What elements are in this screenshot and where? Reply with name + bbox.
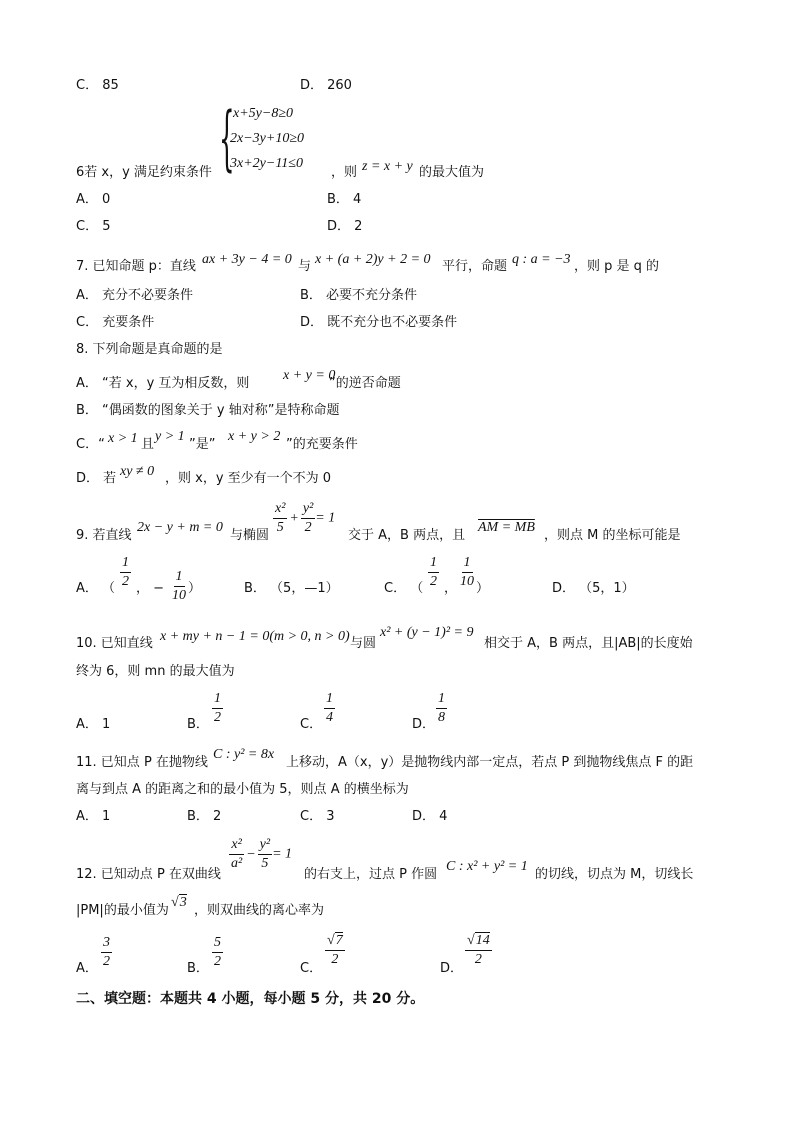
q9-ellipse-x-term: $\frac{\text{x²}}{5}$ xyxy=(275,501,286,535)
q12-option-c-label: C． xyxy=(300,961,323,976)
q12-suffix: 的切线，切点为 M，切线长 xyxy=(535,867,694,882)
q9-prefix: 9. 若直线 xyxy=(76,528,132,543)
q11-option-b: B． 2 xyxy=(187,809,222,824)
q9-option-a-frac2: $\frac{1}{10}$ xyxy=(172,569,186,603)
q6-constraint-2: 2x−3y+10≥0 xyxy=(230,131,305,146)
q8-c-m2: y > 1 xyxy=(155,429,185,444)
q7-suffix: ，则 p 是 q 的 xyxy=(574,259,660,274)
q9-option-d: D． （5，1） xyxy=(552,581,635,596)
q12-circle: C : x² + y² = 1 xyxy=(446,859,528,874)
q11-option-d: D． 4 xyxy=(412,809,448,824)
q6-prefix: 6若 x，y 满足约束条件 xyxy=(76,165,212,180)
q7-with: 与 xyxy=(298,259,312,274)
q10-option-c-frac: $\frac{1}{4}$ xyxy=(326,691,333,725)
q9-option-a-end: ） xyxy=(188,581,202,596)
q10-option-d-frac: $\frac{1}{8}$ xyxy=(438,691,445,725)
q12-option-a-label: A． xyxy=(76,961,98,976)
q7-option-a: A． 充分不必要条件 xyxy=(76,288,194,303)
q11-parabola: C : y² = 8x xyxy=(213,747,275,762)
q11-line2: 离与到点 A 的距离之和的最小值为 5，则点 A 的横坐标为 xyxy=(76,782,409,797)
q10-suffix: 相交于 A，B 两点，且|AB|的长度始 xyxy=(484,636,693,651)
q10-circle: x² + (y − 1)² = 9 xyxy=(380,625,474,640)
q6-constraint-1: x+5y−8≥0 xyxy=(233,106,294,121)
q8-b: B． “偶函数的图象关于 y 轴对称”是特称命题 xyxy=(76,403,340,418)
q10-option-c-label: C． xyxy=(300,717,323,732)
q5-option-c: C． 85 xyxy=(76,78,119,93)
q8-d-prefix: D． 若 xyxy=(76,471,117,486)
q9-option-c-frac1: $\frac{1}{2}$ xyxy=(430,555,437,589)
q8-a-math: x + y = 0 xyxy=(283,368,336,383)
q9-option-c-frac2: $\frac{1}{10}$ xyxy=(460,555,474,589)
section-2-heading: 二、填空题：本题共 4 小题，每小题 5 分，共 20 分。 xyxy=(76,991,425,1007)
q10-option-b-frac: $\frac{1}{2}$ xyxy=(214,691,221,725)
q12-line2-post: ，则双曲线的离心率为 xyxy=(194,903,325,918)
q10-with: 与圆 xyxy=(350,636,377,651)
q12-option-b-label: B． xyxy=(187,961,209,976)
q8-a-post: ”的逆否命题 xyxy=(329,376,401,391)
q7-prefix: 7. 已知命题 p：直线 xyxy=(76,259,196,274)
q9-with: 与椭圆 xyxy=(230,528,270,543)
q6-suffix: 的最大值为 xyxy=(419,165,485,180)
q10-option-d-label: D． xyxy=(412,717,436,732)
q12-option-d-label: D． xyxy=(440,961,464,976)
q8-c-prefix: C．“ xyxy=(76,437,105,452)
q7-option-d: D． 既不充分也不必要条件 xyxy=(300,315,458,330)
q6-brace: { xyxy=(219,97,235,179)
q11-prefix: 11. 已知点 P 在抛物线 xyxy=(76,755,208,770)
q12-hyperbola-y-term: $\frac{\text{y²}}{5}$ xyxy=(259,837,271,871)
q12-sqrt3: √3 xyxy=(171,895,187,910)
q8-c-post: ”的充要条件 xyxy=(286,437,358,452)
q9-line: 2x − y + m = 0 xyxy=(137,520,223,535)
q12-mid: 的右支上，过点 P 作圆 xyxy=(304,867,438,882)
q12-prefix: 12. 已知动点 P 在双曲线 xyxy=(76,867,221,882)
q10-option-b-label: B． xyxy=(187,717,209,732)
q9-suffix: ，则点 M 的坐标可能是 xyxy=(544,528,681,543)
q8-a-prefix: A． “若 x，y 互为相反数，则 xyxy=(76,376,250,391)
q7-option-c: C． 充要条件 xyxy=(76,315,155,330)
q9-option-c-end: ） xyxy=(476,581,490,596)
q10-line2: 终为 6，则 mn 的最大值为 xyxy=(76,664,235,679)
q8-c-is: ”是” xyxy=(189,437,216,452)
q8-d-math: xy ≠ 0 xyxy=(120,464,155,479)
q9-option-c-sep: ， xyxy=(444,581,458,596)
q9-ellipse-y-term: $\frac{\text{y²}}{2}$ xyxy=(302,501,314,535)
q11-option-a: A． 1 xyxy=(76,809,111,824)
q11-option-c: C． 3 xyxy=(300,809,335,824)
q12-line2-pre: |PM|的最小值为 xyxy=(76,903,169,918)
q12-option-d-frac: $\frac{√14}{2}$ xyxy=(467,933,490,967)
q6-option-a: A． 0 xyxy=(76,192,111,207)
q8-d-post: ，则 x，y 至少有一个不为 0 xyxy=(165,471,332,486)
q9-vector-eq: AM = MB xyxy=(478,520,535,535)
q10-option-a: A． 1 xyxy=(76,717,111,732)
q12-hyperbola-x-term: $\frac{\text{x²}}{\text{a²}}$ xyxy=(231,837,243,871)
q9-option-b: B． （5，—1） xyxy=(244,581,339,596)
q8-c-and: 且 xyxy=(141,437,155,452)
q6-option-c: C． 5 xyxy=(76,219,111,234)
q9-option-a-sep: ， − xyxy=(136,581,165,596)
q12-option-c-frac: $\frac{√7}{2}$ xyxy=(327,933,343,967)
q9-ellipse: $\frac{\text{x²}}{5}$ + $\frac{\text{y²}}{2}$ = 1 xyxy=(275,501,336,535)
q5-option-d: D． 260 xyxy=(300,78,352,93)
q9-option-a-frac1: $\frac{1}{2}$ xyxy=(122,555,129,589)
q9-option-c-label: C． （ xyxy=(384,581,424,596)
q6-constraint-3: 3x+2y−11≤0 xyxy=(230,156,303,171)
q6-option-d: D． 2 xyxy=(327,219,363,234)
q12-option-a-frac: $\frac{3}{2}$ xyxy=(103,935,110,969)
q11-suffix: 上移动，A（x，y）是抛物线内部一定点，若点 P 到抛物线焦点 F 的距 xyxy=(286,755,694,770)
q10-line: x + my + n − 1 = 0(m > 0, n > 0) xyxy=(160,629,350,644)
q8-stem: 8. 下列命题是真命题的是 xyxy=(76,342,223,357)
q7-parallel: 平行，命题 xyxy=(442,259,508,274)
q8-c-m3: x + y > 2 xyxy=(228,429,281,444)
q7-line2: x + (a + 2)y + 2 = 0 xyxy=(315,252,431,267)
q12-hyperbola: $\frac{\text{x²}}{\text{a²}}$ − $\frac{\text{y²}}{5}$ = 1 xyxy=(231,837,293,871)
q7-q: q : a = −3 xyxy=(512,252,571,267)
q6-objective: z = x + y xyxy=(362,159,413,174)
q12-option-b-frac: $\frac{5}{2}$ xyxy=(214,935,221,969)
q10-prefix: 10. 已知直线 xyxy=(76,636,153,651)
q6-option-b: B． 4 xyxy=(327,192,362,207)
q9-option-a-label: A． （ xyxy=(76,581,116,596)
q6-mid: ，则 xyxy=(331,165,358,180)
q7-line1: ax + 3y − 4 = 0 xyxy=(202,252,292,267)
q9-meet: 交于 A，B 两点，且 xyxy=(348,528,466,543)
q8-c-m1: x > 1 xyxy=(108,431,138,446)
q7-option-b: B． 必要不充分条件 xyxy=(300,288,418,303)
